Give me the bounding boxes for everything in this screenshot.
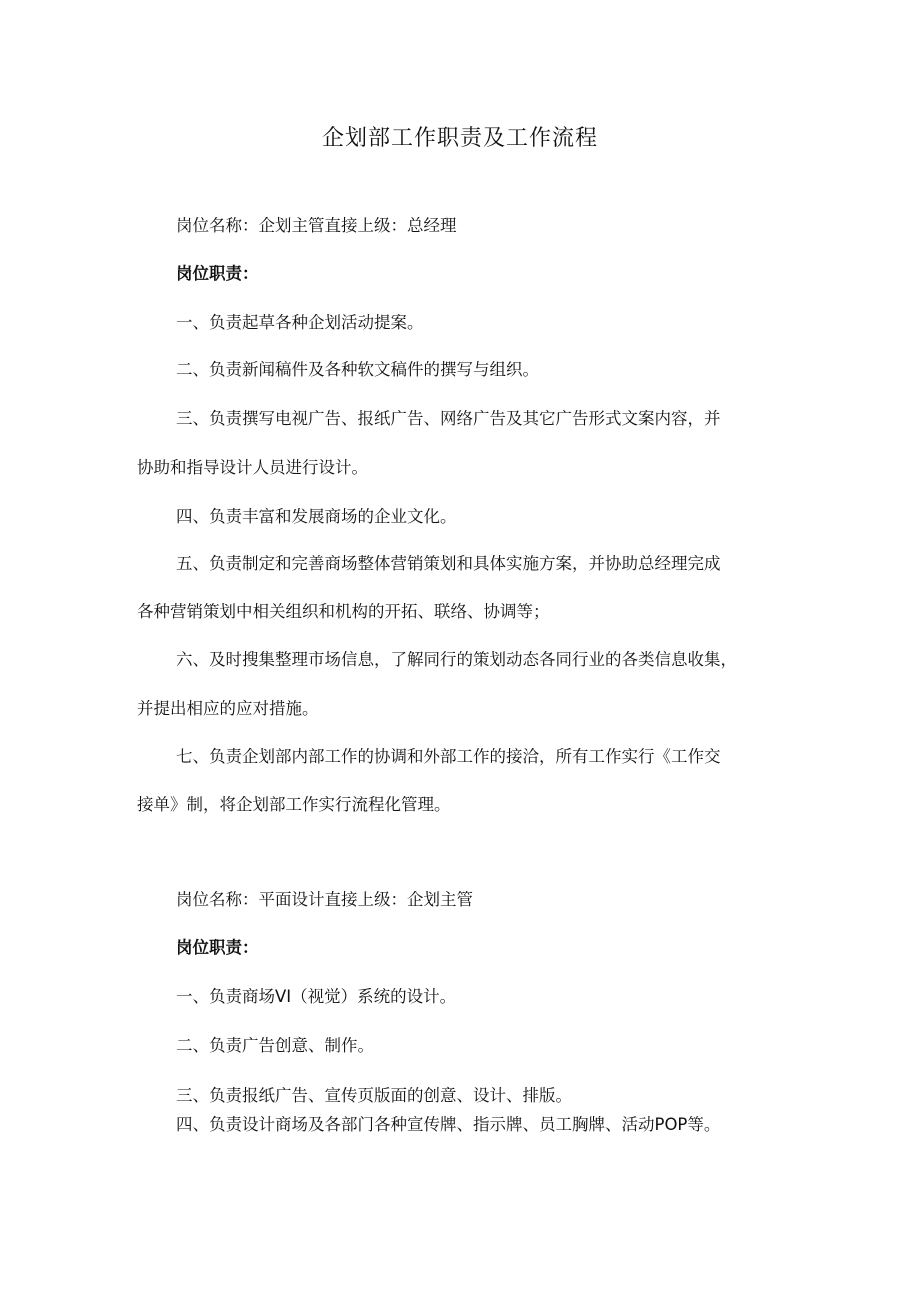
duty-item: 七、负责企划部内部工作的协调和外部工作的接洽，所有工作实行《工作交 — [176, 747, 721, 766]
duty-item: 四、负责丰富和发展商场的企业文化。 — [176, 507, 457, 526]
duty-item: 五、负责制定和完善商场整体营销策划和具体实施方案，并协助总经理完成 — [176, 554, 721, 573]
position-line-graphic-designer: 岗位名称：平面设计直接上级：企划主管 — [176, 890, 473, 909]
duty-item-continuation: 协助和指导设计人员进行设计。 — [137, 458, 368, 477]
duty-item-continuation: 各种营销策划中相关组织和机构的开拓、联络、协调等； — [137, 602, 550, 621]
duty-item: 二、负责新闻稿件及各种软文稿件的撰写与组织。 — [176, 360, 539, 379]
duty-item: 一、负责商场VI（视觉）系统的设计。 — [176, 987, 457, 1006]
duty-item-continuation: 接单》制，将企划部工作实行流程化管理。 — [137, 795, 451, 814]
duty-item: 二、负责广告创意、制作。 — [176, 1036, 374, 1055]
duties-heading: 岗位职责： — [176, 938, 259, 957]
duty-item: 三、负责撰写电视广告、报纸广告、网络广告及其它广告形式文案内容，并 — [176, 409, 721, 428]
duty-item: 一、负责起草各种企划活动提案。 — [176, 313, 424, 332]
duty-item: 三、负责报纸广告、宣传页版面的创意、设计、排版。 — [176, 1086, 572, 1105]
duty-item: 六、及时搜集整理市场信息，了解同行的策划动态各同行业的各类信息收集， — [176, 650, 737, 669]
duty-item-continuation: 并提出相应的应对措施。 — [137, 699, 319, 718]
document-title: 企划部工作职责及工作流程 — [321, 126, 598, 151]
duty-item: 四、负责设计商场及各部门各种宣传牌、指示牌、员工胸牌、活动POP等。 — [176, 1115, 721, 1134]
duties-heading: 岗位职责： — [176, 264, 259, 283]
position-line-planning-supervisor: 岗位名称：企划主管直接上级：总经理 — [176, 216, 457, 235]
